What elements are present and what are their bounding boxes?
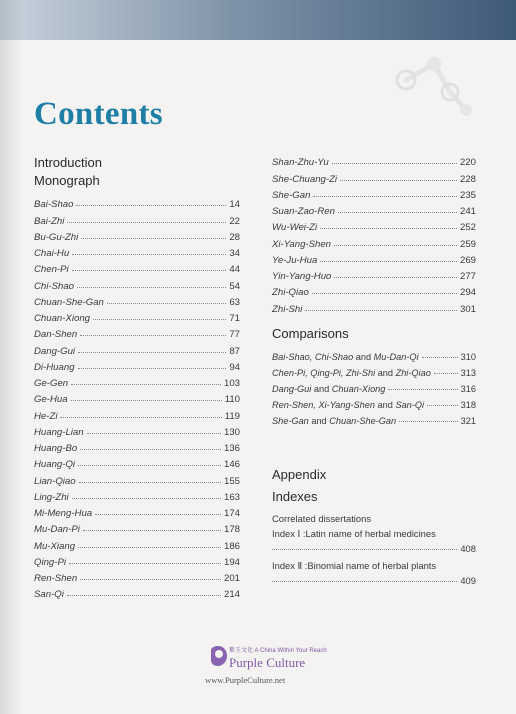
dot-leader [71,400,222,401]
entry-page: 186 [223,540,240,552]
comparison-name [272,368,431,378]
entry-name: Mi-Meng-Hua [34,508,93,519]
entry-name: Zhi-Qiao [272,287,309,299]
index-2-row [272,572,476,586]
toc-entry [34,389,240,405]
dot-leader [80,449,221,450]
watermark-tagline: 紫玉文化 A China Within Your Reach [229,648,327,654]
comparison-entry [272,346,476,362]
comparison-entry [272,378,476,394]
dot-leader [78,547,221,548]
index-1-row [272,540,476,554]
comparison-entry-list [272,346,476,426]
toc-entry [34,568,240,584]
molecule-decoration [392,52,474,122]
comparison-entry [272,410,476,426]
entry-page: 301 [459,303,476,315]
index-2-page: 409 [460,574,476,586]
watermark-name: Purple Culture [229,655,306,670]
dot-leader [399,421,458,422]
comparison-herb-a: She-Gan [272,415,309,426]
entry-page: 22 [229,215,240,227]
page-title: Contents [34,96,163,132]
entry-page: 269 [459,254,476,266]
dot-leader [81,238,226,239]
comparison-page: 316 [460,383,476,394]
toc-entry [34,308,240,324]
comparison-herb-b: Mu-Dan-Qi [373,351,419,362]
entry-name: Di-Huang [34,361,75,373]
entry-name: Bai-Shao [34,199,74,211]
dot-leader [67,595,221,596]
section-heading-appendix: Appendix [272,466,327,482]
entry-page: 14 [229,199,240,211]
toc-entry [34,422,240,438]
left-toc-column [34,154,240,600]
toc-entry [34,487,240,503]
dot-leader [332,163,457,164]
comparison-page: 318 [460,399,476,410]
section-heading-comparisons: Comparisons [272,325,349,341]
dot-leader [93,319,226,320]
toc-entry [34,243,240,259]
entry-page: 110 [224,394,240,406]
entry-name: Ge-Gen [34,378,69,389]
entry-name: Mu-Xiang [34,540,76,552]
dot-leader [77,287,226,288]
toc-entry [34,194,240,210]
entry-name: Huang-Qi [34,459,76,471]
entry-name: Lian-Qiao [34,475,76,487]
entry-page: 155 [223,475,240,487]
dot-leader [422,357,458,358]
comparison-and: and [353,351,374,362]
entry-page: 136 [223,443,240,454]
comparison-name [272,352,419,362]
dot-leader [72,270,227,271]
entry-name: Mu-Dan-Pi [34,524,80,536]
dot-leader [334,277,457,278]
dot-leader [79,482,221,483]
comparison-herb-b: Chuan-She-Gan [329,415,397,426]
dot-leader [313,196,457,197]
toc-entry [34,259,240,275]
comparison-herb-b: Chuan-Xiong [331,383,386,394]
entry-name: Huang-Bo [34,443,78,454]
dot-leader [305,310,457,311]
index-1-page: 408 [460,542,476,554]
monograph-entry-list-continued [272,152,476,315]
entry-name: Ling-Zhi [34,491,69,503]
toc-entry [34,210,240,226]
entry-name: She-Chuang-Zi [272,173,338,185]
toc-entry [272,217,476,233]
toc-entry [34,340,240,356]
comparison-entry [272,362,476,378]
entry-page: 77 [229,329,240,341]
toc-entry [34,275,240,291]
entry-page: 87 [229,345,240,357]
comparison-herb-a: Dang-Gui [272,383,312,394]
toc-entry [34,519,240,535]
dot-leader [78,465,221,466]
entry-name: Yin-Yang-Huo [272,271,332,282]
entry-name: Chuan-Xiong [34,313,91,324]
entry-name: Chen-Pi [34,264,69,276]
dot-leader [87,433,221,434]
section-heading-monograph: Monograph [34,173,100,188]
entry-name: Chai-Hu [34,248,70,259]
comparison-name [272,416,396,426]
monograph-entry-list [34,194,240,600]
entry-page: 146 [223,459,240,471]
entry-page: 130 [223,426,240,438]
entry-page: 163 [223,491,240,503]
right-toc-column [272,152,476,586]
dot-leader [78,352,226,353]
entry-page: 103 [223,378,240,389]
correlated-dissertations: Correlated dissertations [272,512,372,524]
toc-entry [34,584,240,600]
comparison-and: and [375,367,396,378]
dot-leader [72,498,221,499]
entry-name: Ye-Ju-Hua [272,254,318,266]
entry-name: Bu-Gu-Zhi [34,231,79,243]
entry-page: 294 [459,287,476,299]
toc-entry [34,535,240,551]
entry-page: 277 [459,271,476,282]
dot-leader [427,405,458,406]
dot-leader [320,228,457,229]
dot-leader [340,180,457,181]
toc-entry [272,266,476,282]
entry-page: 214 [223,589,240,601]
watermark-url: www.PurpleCulture.net [205,675,286,685]
dot-leader [72,254,226,255]
entry-name: Ge-Hua [34,394,68,406]
purple-culture-logo-icon [208,645,228,667]
entry-name: Ren-Shen [34,573,78,584]
entry-name: Huang-Lian [34,426,84,438]
toc-entry [34,405,240,421]
toc-entry [34,324,240,340]
dot-leader [272,581,457,582]
dot-leader [78,368,227,369]
entry-name: Chuan-She-Gan [34,296,104,308]
entry-page: 259 [459,238,476,250]
section-heading-indexes: Indexes [272,488,318,504]
dot-leader [71,384,221,385]
comparison-and: and [375,399,396,410]
entry-name: She-Gan [272,189,311,201]
comparison-herb-a: Chen-Pi, Qing-Pi, Zhi-Shi [272,367,376,378]
entry-page: 228 [459,173,476,185]
section-heading-introduction: Introduction [34,155,102,170]
dot-leader [388,389,457,390]
entry-page: 220 [459,157,476,169]
toc-entry [34,552,240,568]
entry-name: Xi-Yang-Shen [272,238,332,250]
toc-entry [34,292,240,308]
toc-entry [34,227,240,243]
entry-page: 34 [229,248,240,259]
entry-page: 194 [223,556,240,568]
entry-page: 119 [224,410,240,422]
toc-entry [272,152,476,168]
entry-name: Bai-Zhi [34,215,65,227]
entry-page: 235 [459,189,476,201]
entry-name: San-Qi [34,589,64,601]
comparison-herb-b: San-Qi [395,399,425,410]
toc-entry [34,503,240,519]
toc-entry [34,438,240,454]
entry-page: 71 [229,313,240,324]
dot-leader [320,261,457,262]
dot-leader [95,514,221,515]
comparison-name [272,384,385,394]
entry-page: 94 [229,361,240,373]
entry-page: 28 [229,231,240,243]
comparison-entry [272,394,476,410]
dot-leader [80,335,226,336]
comparison-name [272,400,424,410]
entry-page: 201 [223,573,240,584]
entry-page: 241 [459,206,476,217]
dot-leader [76,205,226,206]
toc-entry [272,168,476,184]
dot-leader [338,212,457,213]
entry-name: Suan-Zao-Ren [272,206,335,217]
index-2-label: Index Ⅱ :Binomial name of herbal plants [272,559,437,571]
dot-leader [80,579,221,580]
toc-entry [272,185,476,201]
entry-name: Dang-Gui [34,345,76,357]
entry-page: 178 [223,524,240,536]
entry-page: 174 [223,508,240,519]
toc-entry [34,454,240,470]
toc-entry [272,233,476,249]
entry-page: 54 [229,280,240,292]
entry-page: 44 [229,264,240,276]
comparison-herb-b: Zhi-Qiao [395,367,431,378]
dot-leader [60,417,221,418]
entry-name: Wu-Wei-Zi [272,222,318,234]
entry-name: Qing-Pi [34,556,66,568]
toc-entry [272,282,476,298]
entry-page: 63 [229,296,240,308]
entry-name: Shan-Zhu-Yu [272,157,329,169]
toc-entry [34,470,240,486]
entry-name: He-Zi [34,410,58,422]
comparison-herb-a: Bai-Shao, Chi-Shao [272,351,354,362]
comparison-and: and [311,383,332,394]
entry-name: Dan-Shen [34,329,78,341]
toc-entry [272,298,476,314]
top-color-band [0,0,516,40]
toc-entry [272,250,476,266]
dot-leader [312,293,457,294]
dot-leader [434,373,458,374]
comparison-herb-a: Ren-Shen, Xi-Yang-Shen [272,399,375,410]
dot-leader [272,549,457,550]
entry-page: 252 [459,222,476,234]
comparison-page: 310 [460,351,476,362]
comparison-page: 321 [460,415,476,426]
dot-leader [83,530,221,531]
entry-name: Chi-Shao [34,280,74,292]
toc-entry [34,357,240,373]
index-1-label: Index Ⅰ :Latin name of herbal medicines [272,527,436,539]
comparison-page: 313 [460,367,476,378]
dot-leader [69,563,221,564]
spine-shadow [0,0,22,714]
entry-name: Zhi-Shi [272,303,303,315]
dot-leader [107,303,226,304]
toc-entry [34,373,240,389]
toc-entry [272,201,476,217]
dot-leader [334,245,457,246]
dot-leader [67,222,226,223]
comparison-and: and [308,415,330,426]
